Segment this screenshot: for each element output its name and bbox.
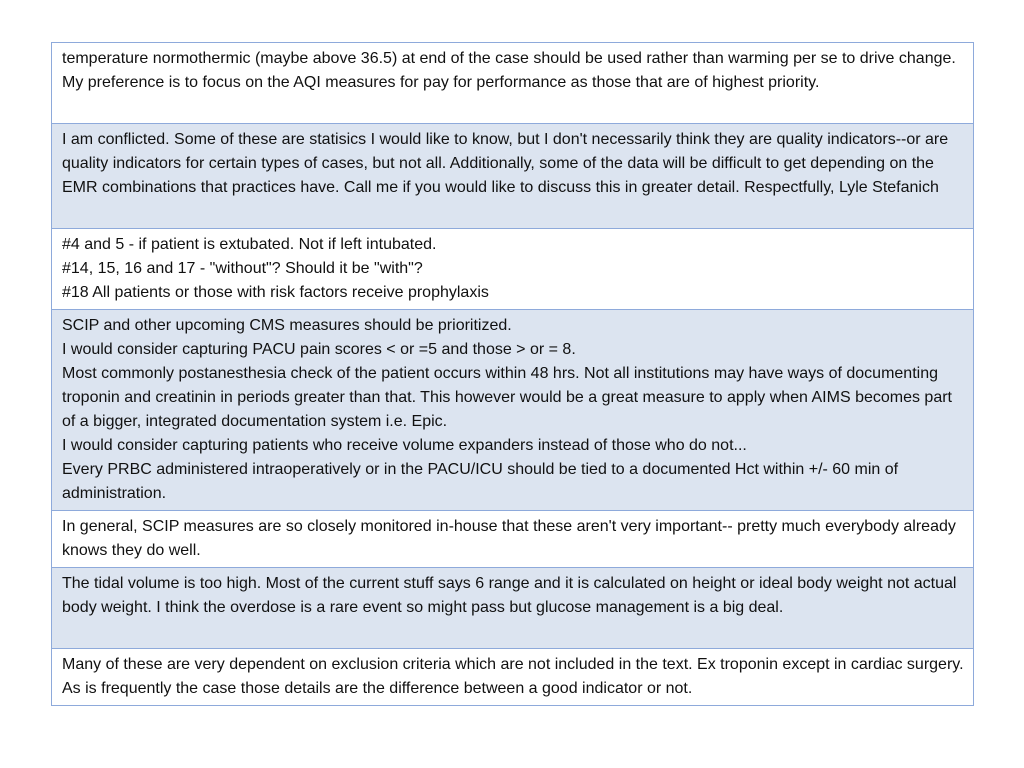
comment-row	[52, 568, 974, 649]
comment-text: temperature normothermic (maybe above 36.5) at end of the case should be used rather than warming per se to drive change. My preference is to focus on the AQI measures for pay for performance as those that are of highest priority.	[62, 50, 956, 91]
comment-line: I would consider capturing patients who receive volume expanders instead of those who do not...	[62, 437, 747, 454]
comment-cell	[52, 124, 974, 229]
comment-line: Most commonly postanesthesia check of the patient occurs within 48 hrs. Not all institutions may have ways of documenting troponin and creatinin in periods greater than that. This however would be a great measure to apply when AIMS becomes part of a bigger, integrated documentation system i.e. Epic.	[62, 365, 952, 430]
comment-line: SCIP and other upcoming CMS measures should be prioritized.	[62, 317, 512, 334]
comment-row	[52, 43, 974, 124]
comments-table	[51, 42, 974, 706]
comment-text: The tidal volume is too high. Most of the current stuff says 6 range and it is calculated on height or ideal body weight not actual body weight. I think the overdose is a rare event so might pass but glucose management is a big deal.	[62, 575, 957, 616]
comment-line: #14, 15, 16 and 17 - "without"? Should it be "with"?	[62, 260, 423, 277]
comment-line: #18 All patients or those with risk factors receive prophylaxis	[62, 284, 489, 301]
comment-text: In general, SCIP measures are so closely monitored in-house that these aren't very important-- pretty much everybody already knows they do well.	[62, 518, 956, 559]
comment-line: I would consider capturing PACU pain scores < or =5 and those > or = 8.	[62, 341, 576, 358]
comment-row	[52, 511, 974, 568]
comment-line: Every PRBC administered intraoperatively or in the PACU/ICU should be tied to a documented Hct within +/- 60 min of administration.	[62, 461, 899, 502]
comment-text: Many of these are very dependent on exclusion criteria which are not included in the text. Ex troponin except in cardiac surgery. As is frequently the case those details are the difference between a good indicator or not.	[62, 656, 964, 697]
comment-row	[52, 229, 974, 310]
comment-cell	[52, 649, 974, 706]
comment-row	[52, 124, 974, 229]
comment-cell	[52, 568, 974, 649]
comment-line: #4 and 5 - if patient is extubated. Not if left intubated.	[62, 236, 437, 253]
comment-cell	[52, 310, 974, 511]
comment-cell	[52, 511, 974, 568]
comment-row	[52, 649, 974, 706]
comment-cell	[52, 229, 974, 310]
comment-cell	[52, 43, 974, 124]
comment-text: I am conflicted. Some of these are statisics I would like to know, but I don't necessarily think they are quality indicators--or are quality indicators for certain types of cases, but not all. Additionally, some of the data will be difficult to get depending on the EMR combinations that practices have. Call me if you would like to discuss this in greater detail. Respectfully, Lyle Stefanich	[62, 131, 949, 196]
comment-row	[52, 310, 974, 511]
